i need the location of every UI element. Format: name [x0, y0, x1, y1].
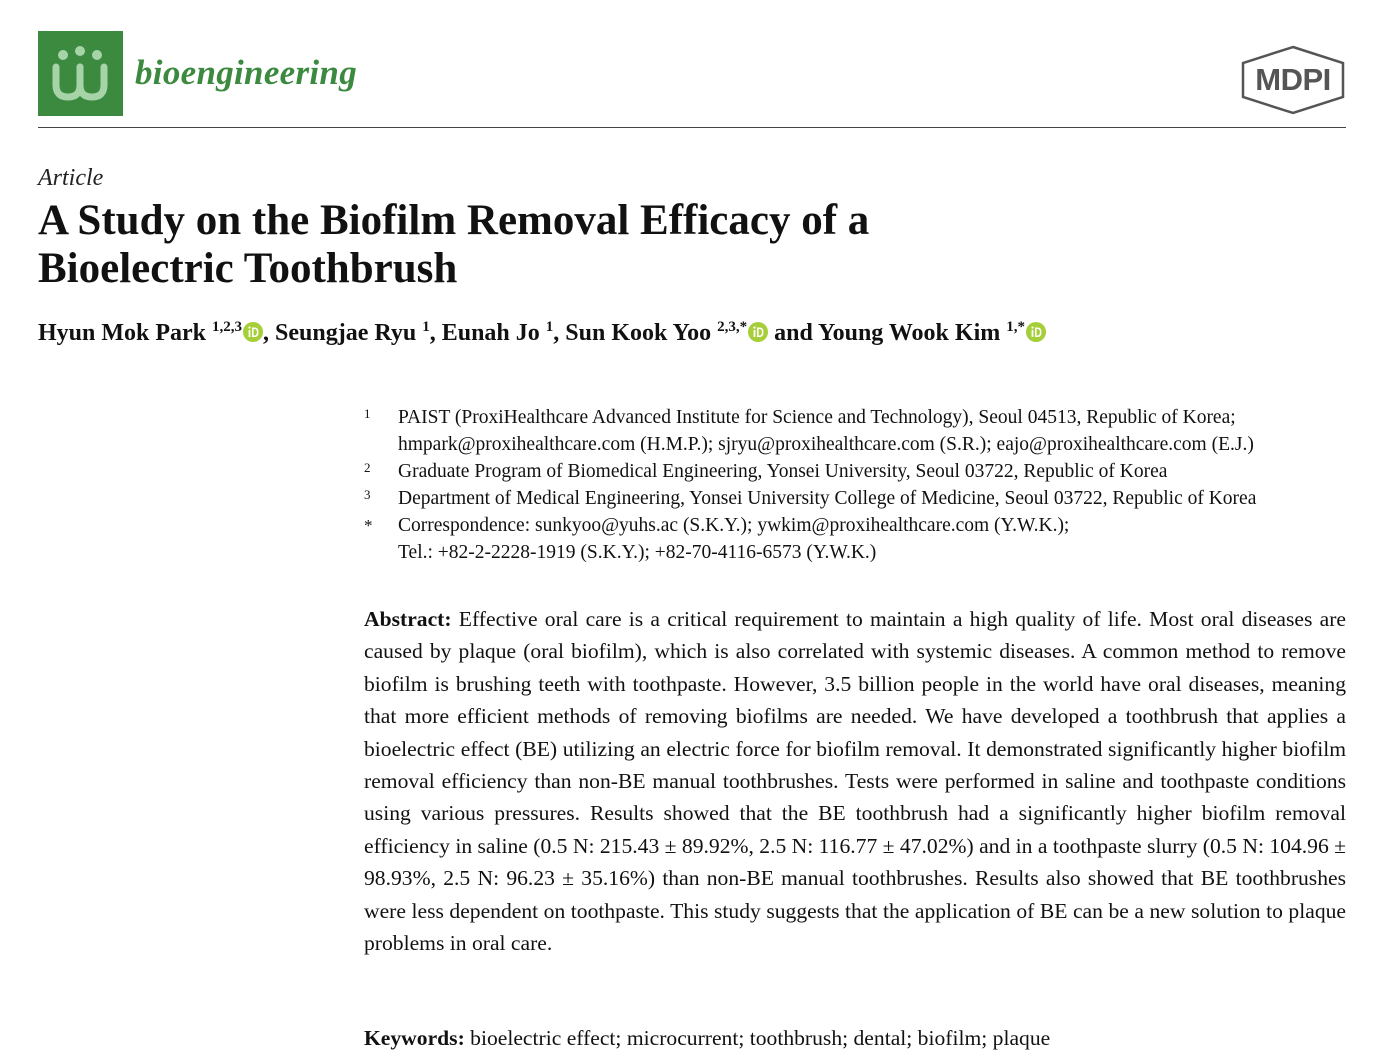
affiliations: [364, 404, 1354, 566]
author-list: [38, 320, 1046, 347]
affiliation-line: Department of Medical Engineering, Yonsei University College of Medicine, Seoul 03722, Republic of Korea: [398, 488, 1257, 509]
author-affiliation-marker: 1,2,3: [212, 319, 243, 335]
author-separator: and: [768, 320, 818, 346]
author-name: Eunah Jo: [441, 320, 540, 346]
orcid-icon[interactable]: [748, 322, 768, 342]
author-separator: ,: [553, 320, 566, 346]
keywords: [364, 1022, 1346, 1054]
abstract: [364, 603, 1346, 959]
abstract-label: Abstract:: [364, 607, 452, 631]
publisher-name: MDPI: [1255, 62, 1331, 97]
journal-name: bioengineering: [135, 53, 357, 92]
abstract-text: Effective oral care is a critical requirement to maintain a high quality of life. Most oral diseases are caused by plaque (oral biofilm), which is also correlated with systemic diseases. A common method to remove biofilm is brushing teeth with toothpaste. However, 3.5 billion people in the world have oral diseases, meaning that more efficient methods of removing biofilms are needed. We have developed a toothbrush that applies a bioelectric effect (BE) utilizing an electric force for biofilm removal. It demonstrated significantly higher biofilm removal efficiency than non-BE manual toothbrushes. Tests were performed in saline and toothpaste conditions using various pressures. Results showed that the BE toothbrush had a significantly higher biofilm removal efficiency in saline (0.5 N: 215.43 ± 89.92%, 2.5 N: 116.77 ± 47.02%) and in a toothpaste slurry (0.5 N: 104.96 ± 98.93%, 2.5 N: 96.23 ± 35.16%) than non-BE manual toothbrushes. Results also showed that BE toothbrushes were less dependent on toothpaste. This study suggests that the application of BE can be a new solution to plaque problems in oral care.: [364, 607, 1346, 956]
journal-logo: [38, 31, 123, 116]
affiliation-line: hmpark@proxihealthcare.com (H.M.P.); sjryu@proxihealthcare.com (S.R.); eajo@proxihealthcare.com (E.J.): [398, 434, 1254, 455]
affiliation-marker: 3: [364, 487, 371, 502]
author-separator: ,: [263, 320, 276, 346]
author-affiliation-marker: 1,*: [1006, 319, 1025, 335]
affiliation-line: Tel.: +82-2-2228-1919 (S.K.Y.); +82-70-4116-6573 (Y.W.K.): [398, 542, 877, 563]
affiliation-item: [364, 458, 1354, 485]
affiliation-item: [364, 512, 1354, 566]
article-type: Article: [38, 165, 104, 191]
affiliation-item: [364, 404, 1354, 458]
affiliation-marker: 2: [364, 460, 371, 475]
author-affiliation-marker: 2,3,*: [717, 319, 748, 335]
affiliation-marker: 1: [364, 406, 371, 421]
publisher-logo: [1240, 45, 1346, 115]
author-name: Seungjae Ryu: [275, 320, 417, 346]
affiliation-line: Graduate Program of Biomedical Engineering, Yonsei University, Seoul 03722, Republic of Korea: [398, 461, 1168, 482]
journal-logo-icon: [38, 31, 123, 116]
affiliation-line: Correspondence: sunkyoo@yuhs.ac (S.K.Y.); ywkim@proxihealthcare.com (Y.W.K.);: [398, 515, 1070, 536]
author-name: Young Wook Kim: [817, 320, 1001, 346]
affiliation-marker: *: [364, 516, 373, 535]
author-name: Hyun Mok Park: [38, 320, 207, 346]
author-affiliation-marker: 1: [422, 319, 430, 335]
journal-header: [38, 31, 1346, 128]
keywords-label: Keywords:: [364, 1026, 465, 1050]
author-affiliation-marker: 1: [545, 319, 554, 335]
affiliation-item: [364, 485, 1354, 512]
affiliation-line: PAIST (ProxiHealthcare Advanced Institute for Science and Technology), Seoul 04513, Republic of Korea;: [398, 407, 1236, 428]
keywords-text: bioelectric effect; microcurrent; toothbrush; dental; biofilm; plaque: [470, 1026, 1051, 1050]
author-name: Sun Kook Yoo: [565, 320, 712, 346]
orcid-icon[interactable]: [1026, 322, 1046, 342]
orcid-icon[interactable]: [243, 322, 263, 342]
author-separator: ,: [429, 320, 442, 346]
paper-title: A Study on the Biofilm Removal Efficacy of a Bioelectric Toothbrush: [38, 197, 870, 292]
